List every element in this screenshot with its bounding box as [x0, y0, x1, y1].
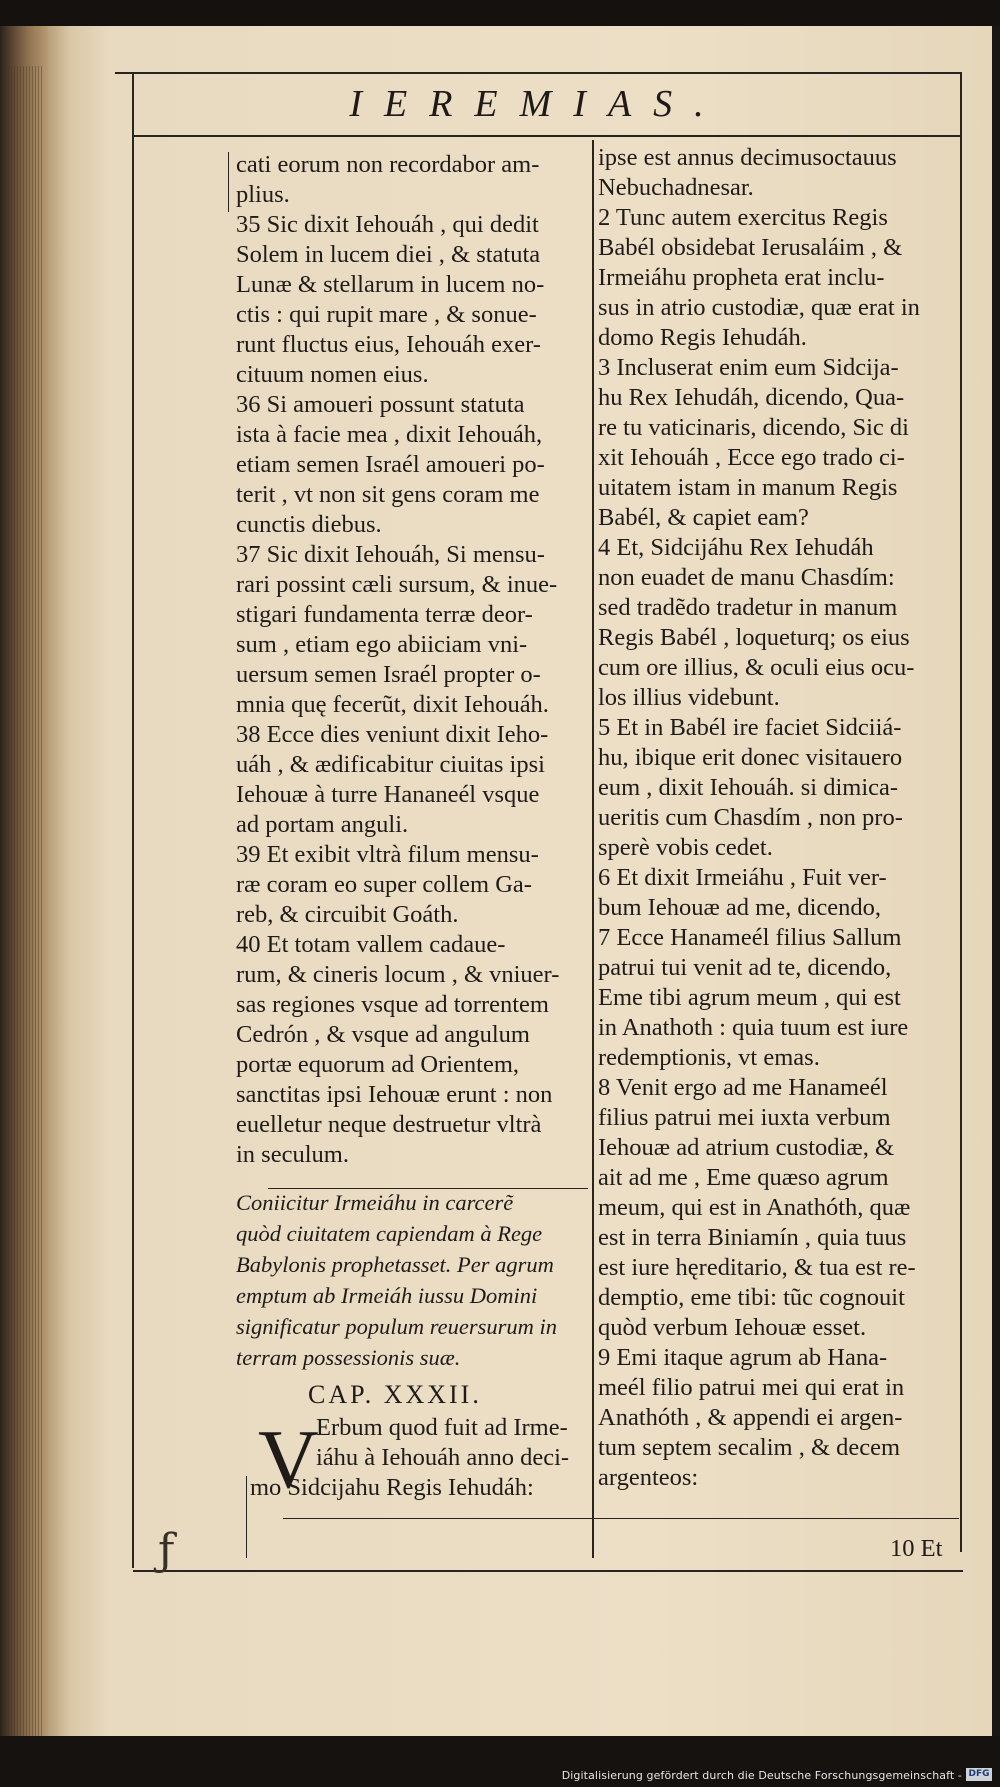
text-line: uitatem istam in manum Regis [598, 474, 898, 501]
text-line: 36 Si amoueri possunt statuta [236, 391, 525, 418]
text-line: ueritis cum Chasdím , non pro- [598, 804, 903, 831]
text-line: los illius videbunt. [598, 684, 780, 711]
text-line: terit , vt non sit gens coram me [236, 481, 540, 508]
text-line: stigari fundamenta terræ deor- [236, 601, 533, 628]
catchword: 10 Et [890, 1535, 943, 1562]
text-line: est in terra Biniamín , quia tuus [598, 1224, 907, 1251]
text-line: significatur populum reuersurum in [236, 1314, 558, 1339]
text-line: 8 Venit ergo ad me Hanameél [598, 1074, 888, 1101]
columns-bottom-rule [283, 1518, 959, 1519]
text-line: Solem in lucem diei , & statuta [236, 241, 541, 268]
text-line: euelletur neque destruetur vltrà [236, 1111, 542, 1138]
text-line: uáh , & ædificabitur ciuitas ipsi [236, 751, 545, 778]
text-line: Lunæ & stellarum in lucem no- [236, 271, 545, 298]
text-line: plius. [236, 181, 290, 208]
text-line: sanctitas ipsi Iehouæ erunt : non [236, 1081, 553, 1108]
column-divider [592, 140, 594, 1558]
text-line: bum Iehouæ ad me, dicendo, [598, 894, 882, 921]
left-outer-rule [132, 72, 134, 1568]
chapter-heading: CAP. XXXII. [308, 1380, 482, 1409]
text-line: etiam semen Israél amoueri po- [236, 451, 545, 478]
page-bottom-rule [133, 1570, 963, 1572]
book-spine [0, 26, 48, 1736]
digitization-credit: Digitalisierung gefördert durch die Deutsche Forschungsgemeinschaft - [561, 1769, 962, 1782]
text-line: 40 Et totam vallem cadaue- [236, 931, 506, 958]
text-line: non euadet de manu Chasdím: [598, 564, 895, 591]
text-line: Babél obsidebat Ierusaláim , & [598, 234, 903, 261]
text-line: 4 Et, Sidcijáhu Rex Iehudáh [598, 534, 874, 561]
text-line: meél filio patrui mei qui erat in [598, 1374, 905, 1401]
text-line: cati eorum non recordabor am- [236, 151, 540, 178]
text-line: sperè vobis cedet. [598, 834, 773, 861]
text-line: quòd ciuitatem capiendam à Rege [236, 1221, 543, 1246]
text-line: re tu vaticinaris, dicendo, Sic di [598, 414, 909, 441]
left-column-rule [228, 152, 229, 212]
chapter-opening-last-line [250, 1473, 534, 1503]
text-line: 7 Ecce Hanameél filius Sallum [598, 924, 902, 951]
text-line: 39 Et exibit vltrà filum mensu- [236, 841, 539, 868]
text-line: iáhu à Iehouáh anno deci- [316, 1444, 570, 1471]
text-line: 6 Et dixit Irmeiáhu , Fuit ver- [598, 864, 887, 891]
text-line: est iure hęreditario, & tua est re- [598, 1254, 916, 1281]
text-line: in seculum. [236, 1141, 349, 1168]
text-line: 2 Tunc autem exercitus Regis [598, 204, 888, 231]
right-outer-rule [960, 72, 962, 1552]
text-line: terram possessionis suæ. [236, 1345, 461, 1370]
text-line: 35 Sic dixit Iehouáh , qui dedit [236, 211, 539, 238]
text-line: 9 Emi itaque agrum ab Hana- [598, 1344, 888, 1371]
text-line: rum, & cineris locum , & vniuer- [236, 961, 560, 988]
text-line: mo Sidcijahu Regis Iehudáh: [250, 1474, 534, 1501]
text-line: rari possint cæli sursum, & inue- [236, 571, 558, 598]
text-line: Cedrón , & vsque ad angulum [236, 1021, 530, 1048]
text-line: quòd verbum Iehouæ esset. [598, 1314, 867, 1341]
text-line: domo Regis Iehudáh. [598, 324, 807, 351]
text-line: Iehouæ ad atrium custodiæ, & [598, 1134, 894, 1161]
text-line: ad portam anguli. [236, 811, 409, 838]
text-line: mnia quę fecerũt, dixit Iehouáh. [236, 691, 549, 718]
text-line: Erbum quod fuit ad Irme- [316, 1414, 568, 1441]
text-line: Anathóth , & appendi ei argen- [598, 1404, 903, 1431]
header-bottom-rule [133, 135, 961, 137]
right-column-text [598, 143, 953, 1493]
drop-capital: V [258, 1413, 319, 1506]
text-line: tum septem secalim , & decem [598, 1434, 901, 1461]
text-line: Nebuchadnesar. [598, 174, 754, 201]
text-line: redemptionis, vt emas. [598, 1044, 820, 1071]
text-line: Iehouæ à turre Hananeél vsque [236, 781, 540, 808]
text-line: Babél, & capiet eam? [598, 504, 809, 531]
text-line: sed tradẽdo tradetur in manum [598, 594, 898, 621]
header-top-rule [115, 72, 960, 74]
text-line: cituum nomen eius. [236, 361, 429, 388]
text-line: argenteos: [598, 1464, 699, 1491]
text-line: cunctis diebus. [236, 511, 382, 538]
text-line: eum , dixit Iehouáh. si dimica- [598, 774, 899, 801]
text-line: meum, qui est in Anathóth, quæ [598, 1194, 911, 1221]
text-line: uersum semen Israél propter o- [236, 661, 541, 688]
left-column-rule-lower [246, 1476, 247, 1558]
text-line: emptum ab Irmeiáh iussu Domini [236, 1283, 538, 1308]
margin-mark: ƒ [158, 1525, 175, 1576]
text-line: ctis : qui rupit mare , & sonue- [236, 301, 537, 328]
page-edges [8, 66, 42, 1746]
text-line: hu, ibique erit donec visitauero [598, 744, 903, 771]
text-line: sas regiones vsque ad torrentem [236, 991, 549, 1018]
text-line: portæ equorum ad Orientem, [236, 1051, 520, 1078]
text-line: 38 Ecce dies veniunt dixit Ieho- [236, 721, 549, 748]
text-line: Coniicitur Irmeiáhu in carcerẽ [236, 1190, 514, 1215]
chapter-summary [236, 1187, 581, 1373]
text-line: Irmeiáhu propheta erat inclu- [598, 264, 885, 291]
scan-top-band [0, 0, 1000, 26]
text-line: 3 Incluserat enim eum Sidcija- [598, 354, 899, 381]
text-line: sus in atrio custodiæ, quæ erat in [598, 294, 920, 321]
text-line: ipse est annus decimusoctauus [598, 144, 897, 171]
text-line: Babylonis prophetasset. Per agrum [236, 1252, 554, 1277]
text-line: in Anathoth : quia tuum est iure [598, 1014, 909, 1041]
text-line: sum , etiam ego abiiciam vni- [236, 631, 528, 658]
text-line: 5 Et in Babél ire faciet Sidciiá- [598, 714, 902, 741]
chapter-opening-text [316, 1413, 569, 1473]
dfg-logo: DFG [966, 1768, 992, 1781]
text-line: xit Iehouáh , Ecce ego trado ci- [598, 444, 905, 471]
text-line: Eme tibi agrum meum , qui est [598, 984, 901, 1011]
running-title: IEREMIAS. [349, 83, 726, 125]
text-line: demptio, eme tibi: tũc cognouit [598, 1284, 905, 1311]
left-column-text [236, 150, 586, 1170]
text-line: ræ coram eo super collem Ga- [236, 871, 532, 898]
text-line: reb, & circuibit Goáth. [236, 901, 459, 928]
text-line: hu Rex Iehudáh, dicendo, Qua- [598, 384, 905, 411]
text-line: Regis Babél , loqueturq; os eius [598, 624, 910, 651]
text-line: ista à facie mea , dixit Iehouáh, [236, 421, 543, 448]
text-line: cum ore illius, & oculi eius ocu- [598, 654, 915, 681]
text-line: patrui tui venit ad te, dicendo, [598, 954, 892, 981]
text-line: filius patrui mei iuxta verbum [598, 1104, 891, 1131]
text-line: ait ad me , Eme quæso agrum [598, 1164, 889, 1191]
text-line: 37 Sic dixit Iehouáh, Si mensu- [236, 541, 545, 568]
text-line: runt fluctus eius, Iehouáh exer- [236, 331, 541, 358]
